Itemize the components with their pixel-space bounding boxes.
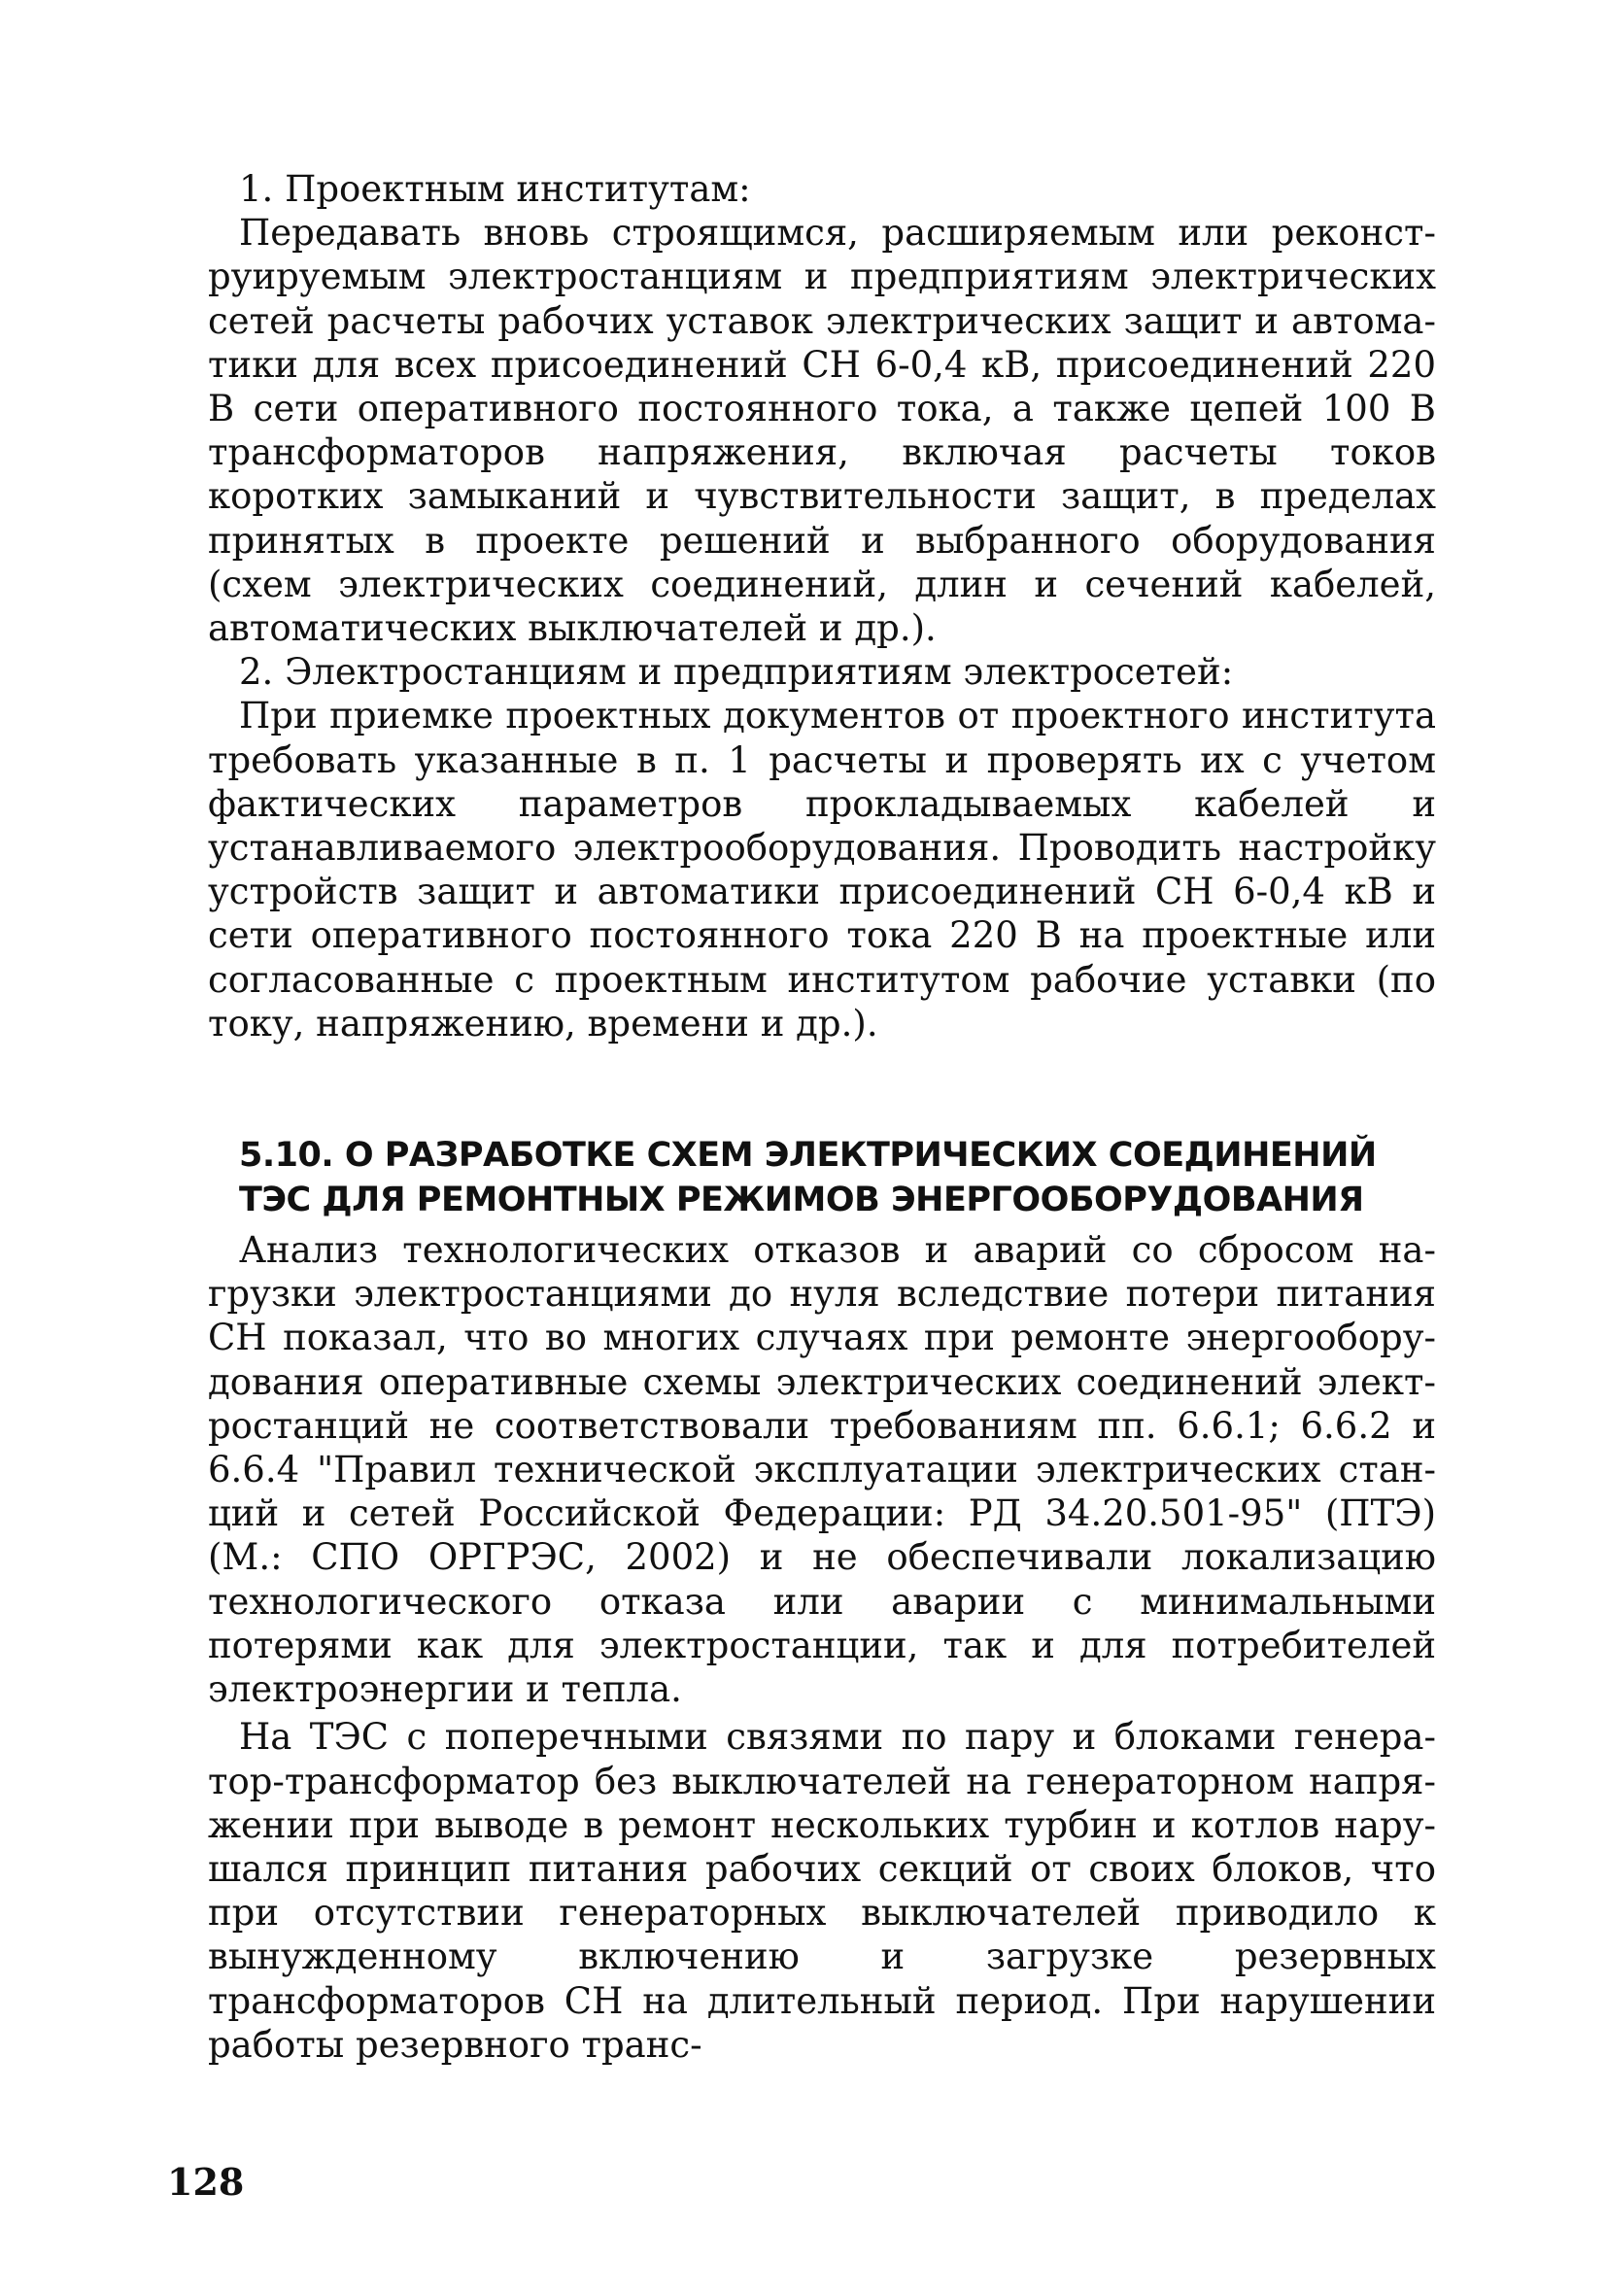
- page-number: 128: [167, 2160, 245, 2204]
- item1-title: 1. Проектным институтам:: [239, 168, 751, 210]
- item2-text: При приемке проектных документов от проектного института требовать указанные в п. 1 расчеты и проверять их с учетом фактических параметров прокладываемых кабелей и устанавливаемого электрооборудования. Проводить настройку устройств защит и автоматики присоединений СН 6-0,4 кВ и сети оперативного постоянного тока 220 В на проектные или согласованные с проектным институтом рабочие уставки (по току, напряжению, времени и др.).: [208, 695, 1436, 1045]
- item2-title: 2. Электростанциям и предприятиям электросетей:: [239, 651, 1234, 694]
- page-body: [208, 167, 1436, 2067]
- spacer: [208, 1045, 1436, 1133]
- section-heading-line1: 5.10. О РАЗРАБОТКЕ СХЕМ ЭЛЕКТРИЧЕСКИХ СОЕДИНЕНИЙ: [239, 1136, 1377, 1176]
- section-para-2: На ТЭС с поперечными связями по пару и блоками генератор-трансформатор без выключателей на генераторном напряжении при выводе в ремонт нескольких турбин и котлов нарушался принцип питания рабочих секций от своих блоков, что при отсутствии генераторных выключателей приводило к вынужденному включению и загрузке резервных трансформаторов СН на длительный период. При нарушении работы резервного транс-: [208, 1716, 1436, 2066]
- section-para-1: Анализ технологических отказов и аварий со сбросом нагрузки электростанциями до нуля вследствие потери питания СН показал, что во многих случаях при ремонте энергооборудования оперативные схемы электрических соединений электростанций не соответствовали требованиям пп. 6.6.1; 6.6.2 и 6.6.4 "Правил технической эксплуатации электрических станций и сетей Российской Федерации: РД 34.20.501-95" (ПТЭ) (М.: СПО ОРГРЭС, 2002) и не обеспечивали локализацию технологического отказа или аварии с минимальными потерями как для электростанции, так и для потребителей электроэнергии и тепла.: [208, 1229, 1436, 1711]
- section-heading-line2: ТЭС ДЛЯ РЕМОНТНЫХ РЕЖИМОВ ЭНЕРГООБОРУДОВАНИЯ: [239, 1181, 1364, 1220]
- section-heading: [208, 1133, 1436, 1222]
- item1-text: Передавать вновь строящимся, расширяемым или реконструируемым электростанциям и предприятиям электрических сетей расчеты рабочих уставок электрических защит и автоматики для всех присоединений СН 6-0,4 кВ, присоединений 220 В сети оперативного постоянного тока, а также цепей 100 В трансформаторов напряжения, включая расчеты токов коротких замыканий и чувствительности защит, в пределах принятых в проекте решений и выбранного оборудования (схем электрических соединений, длин и сечений кабелей, автоматических выключателей и др.).: [208, 212, 1436, 650]
